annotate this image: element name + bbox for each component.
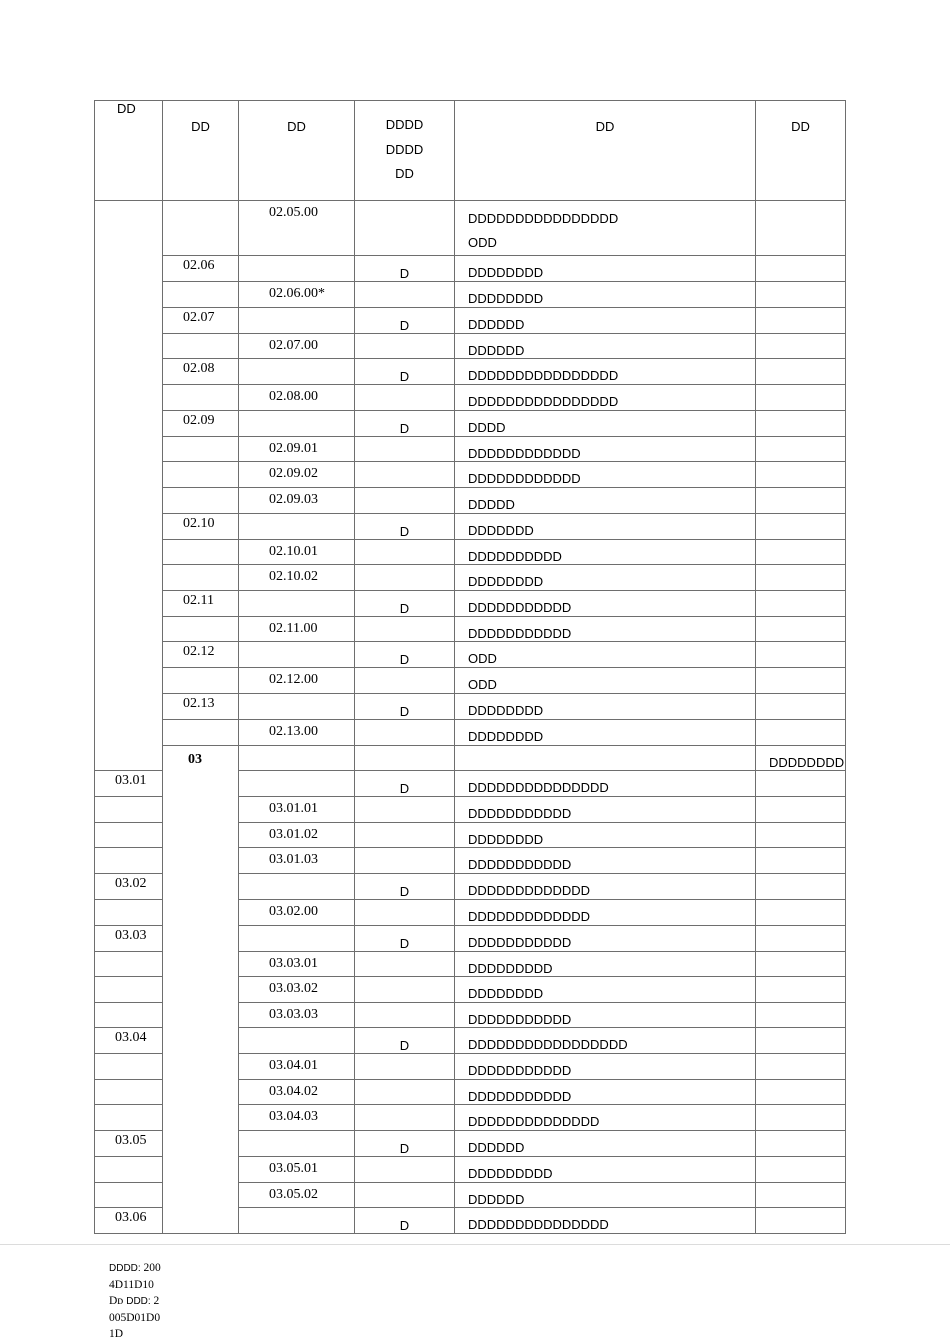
note-cell xyxy=(756,565,846,591)
category-code-cell xyxy=(95,797,163,823)
name-cell: DDDDDDDD xyxy=(455,719,756,745)
subcategory-code-cell: 03.04.01 xyxy=(239,1054,355,1080)
table-row xyxy=(95,410,846,436)
note-cell xyxy=(756,307,846,333)
name-cell: DDDDDD xyxy=(455,1131,756,1157)
table-row xyxy=(95,282,846,308)
flag-cell: D xyxy=(355,256,455,282)
subcategory-code-cell: 02.05.00 xyxy=(239,201,355,256)
category-code-cell xyxy=(95,1002,163,1028)
category-code-cell xyxy=(95,1079,163,1105)
note-cell xyxy=(756,797,846,823)
flag-cell xyxy=(355,201,455,256)
table-row xyxy=(95,590,846,616)
subcategory-code-cell: 02.12.00 xyxy=(239,668,355,694)
flag-cell xyxy=(355,848,455,874)
name-cell: DDDDDDDDDDD xyxy=(455,848,756,874)
note-cell xyxy=(756,1157,846,1183)
note-cell xyxy=(756,616,846,642)
subcategory-code-cell: 03.03.03 xyxy=(239,1002,355,1028)
subcategory-code-cell: 03.05.02 xyxy=(239,1182,355,1208)
category-code-cell: 02.11 xyxy=(163,590,239,616)
name-cell: DDDDDDDDDDD xyxy=(455,1054,756,1080)
category-code-cell xyxy=(163,668,239,694)
category-code-cell xyxy=(163,385,239,411)
category-code-cell xyxy=(163,719,239,745)
flag-cell xyxy=(355,719,455,745)
name-cell: DDDD xyxy=(455,410,756,436)
flag-cell xyxy=(355,1054,455,1080)
subcategory-code-cell xyxy=(239,359,355,385)
name-cell: DDDDD xyxy=(455,487,756,513)
name-cell: DDDDDDDDDDDDDDD xyxy=(455,1208,756,1234)
header-subcategory: DD xyxy=(239,101,355,201)
name-cell: DDDDDDDD xyxy=(455,256,756,282)
header-name: DD xyxy=(455,101,756,201)
note-cell xyxy=(756,513,846,539)
flag-cell xyxy=(355,487,455,513)
category-code-cell xyxy=(163,201,239,256)
type-cell-02 xyxy=(95,201,163,771)
subcategory-code-cell xyxy=(239,693,355,719)
name-cell: DDDDDDDDDD xyxy=(455,539,756,565)
note-cell xyxy=(756,1105,846,1131)
category-code-cell xyxy=(95,951,163,977)
note-cell xyxy=(756,590,846,616)
subcategory-code-cell xyxy=(239,256,355,282)
table-row xyxy=(95,642,846,668)
subcategory-code-cell: 02.09.02 xyxy=(239,462,355,488)
category-code-cell xyxy=(163,282,239,308)
name-cell: DDDDDDDDDDDD xyxy=(455,462,756,488)
flag-cell xyxy=(355,436,455,462)
note-cell xyxy=(756,1079,846,1105)
category-code-cell xyxy=(163,462,239,488)
name-cell xyxy=(455,201,756,256)
table-row xyxy=(95,462,846,488)
name-line-1: DDDDDDDDDDDDDDDD xyxy=(468,211,619,226)
flag-cell: D xyxy=(355,410,455,436)
subcategory-code-cell xyxy=(355,745,455,771)
table-row xyxy=(95,693,846,719)
subcategory-code-cell: 02.10.01 xyxy=(239,539,355,565)
name-cell: DDDDDDDD xyxy=(455,977,756,1003)
note-cell xyxy=(756,822,846,848)
name-cell: DDDDDDDDDDD xyxy=(455,797,756,823)
category-code-cell: 03.03 xyxy=(95,925,163,951)
subcategory-code-cell xyxy=(239,1131,355,1157)
flag-cell: D xyxy=(355,1028,455,1054)
header-type: DD xyxy=(95,101,163,201)
name-cell: DDDDDD xyxy=(455,307,756,333)
header-flag-line-1: DDDD xyxy=(385,117,424,132)
note-cell xyxy=(756,462,846,488)
subcategory-code-cell xyxy=(239,873,355,899)
category-code-cell xyxy=(95,848,163,874)
table-row xyxy=(95,385,846,411)
table-row xyxy=(95,359,846,385)
footnote xyxy=(109,1260,161,1342)
note-cell xyxy=(756,873,846,899)
note-cell xyxy=(756,1182,846,1208)
name-cell: DDDDDDDDDDDDDDDDD xyxy=(455,1028,756,1054)
name-cell: DDDDDD xyxy=(455,1182,756,1208)
note-cell xyxy=(756,899,846,925)
category-code-cell xyxy=(95,1105,163,1131)
category-code-cell xyxy=(163,539,239,565)
category-code-cell: 02.07 xyxy=(163,307,239,333)
flag-cell xyxy=(355,385,455,411)
name-cell: DDDDDDDD xyxy=(756,745,846,771)
subcategory-code-cell: 03.05.01 xyxy=(239,1157,355,1183)
name-cell: DDDDDDDD xyxy=(455,282,756,308)
name-line-2: ODD xyxy=(468,235,497,250)
subcategory-code-cell: 02.09.03 xyxy=(239,487,355,513)
note-cell xyxy=(756,668,846,694)
name-cell: DDDDDDDDD xyxy=(455,951,756,977)
name-cell: DDDDDDDD xyxy=(455,565,756,591)
flag-cell xyxy=(355,977,455,1003)
name-cell: DDDDDDDDDDDDD xyxy=(455,899,756,925)
flag-cell xyxy=(355,822,455,848)
flag-cell xyxy=(355,616,455,642)
subcategory-code-cell xyxy=(239,590,355,616)
category-code-cell xyxy=(239,745,355,771)
category-code-cell: 02.10 xyxy=(163,513,239,539)
table-row xyxy=(95,436,846,462)
note-cell xyxy=(756,487,846,513)
subcategory-code-cell xyxy=(239,771,355,797)
flag-cell: D xyxy=(355,693,455,719)
subcategory-code-cell: 02.07.00 xyxy=(239,333,355,359)
note-cell xyxy=(756,1208,846,1234)
subcategory-code-cell: 03.02.00 xyxy=(239,899,355,925)
note-cell xyxy=(756,201,846,256)
table-row xyxy=(95,616,846,642)
note-cell xyxy=(756,1054,846,1080)
subcategory-code-cell xyxy=(239,1208,355,1234)
subcategory-code-cell: 03.03.02 xyxy=(239,977,355,1003)
note-cell xyxy=(756,1131,846,1157)
name-cell: DDDDDDDDDDDD xyxy=(455,436,756,462)
note-cell xyxy=(756,693,846,719)
note-cell xyxy=(756,848,846,874)
category-code-cell: 03.04 xyxy=(95,1028,163,1054)
table-row xyxy=(95,513,846,539)
subcategory-code-cell xyxy=(239,307,355,333)
classification-table xyxy=(94,100,846,1234)
flag-cell xyxy=(355,1182,455,1208)
subcategory-code-cell: 02.06.00* xyxy=(239,282,355,308)
table-body xyxy=(95,201,846,1234)
name-cell: ODD xyxy=(455,668,756,694)
header-category: DD xyxy=(163,101,239,201)
category-code-cell: 02.09 xyxy=(163,410,239,436)
subcategory-code-cell xyxy=(239,513,355,539)
note-cell xyxy=(756,256,846,282)
subcategory-code-cell: 02.13.00 xyxy=(239,719,355,745)
name-cell: DDDDDDDD xyxy=(455,693,756,719)
note-cell xyxy=(756,436,846,462)
category-code-cell xyxy=(95,1182,163,1208)
category-code-cell: 03.02 xyxy=(95,873,163,899)
flag-cell xyxy=(355,462,455,488)
category-code-cell xyxy=(95,1157,163,1183)
name-cell: DDDDDDD xyxy=(455,513,756,539)
table-row xyxy=(95,333,846,359)
subcategory-code-cell: 03.03.01 xyxy=(239,951,355,977)
name-cell: DDDDDDDDDDD xyxy=(455,590,756,616)
table-row xyxy=(95,668,846,694)
table-row xyxy=(95,256,846,282)
flag-cell: D xyxy=(355,307,455,333)
subcategory-code-cell: 02.11.00 xyxy=(239,616,355,642)
flag-cell: D xyxy=(355,873,455,899)
flag-cell xyxy=(355,951,455,977)
name-cell: DDDDDDDDDDD xyxy=(455,1079,756,1105)
table-row xyxy=(95,201,846,256)
name-cell: DDDDDDDDDDDDDDDD xyxy=(455,385,756,411)
category-code-cell xyxy=(95,977,163,1003)
flag-cell xyxy=(355,282,455,308)
note-cell xyxy=(756,951,846,977)
flag-cell xyxy=(355,1157,455,1183)
subcategory-code-cell xyxy=(239,410,355,436)
name-cell: DDDDDDDDDDDDDDD xyxy=(455,771,756,797)
note-cell xyxy=(756,1028,846,1054)
category-code-cell xyxy=(95,1054,163,1080)
table-header-row xyxy=(95,101,846,201)
header-flag-line-2: DDDD xyxy=(385,141,424,157)
name-cell: DDDDDDDDDDDDD xyxy=(455,873,756,899)
footnote-value-1: 2004D11D10Dᴅ xyxy=(109,1262,161,1307)
category-code-cell: 02.08 xyxy=(163,359,239,385)
name-cell: DDDDDDDDDDD xyxy=(455,925,756,951)
note-cell xyxy=(756,385,846,411)
subcategory-code-cell: 02.09.01 xyxy=(239,436,355,462)
subcategory-code-cell: 03.01.03 xyxy=(239,848,355,874)
name-cell: DDDDDD xyxy=(455,333,756,359)
type-cell-03: 03 xyxy=(163,745,239,1234)
table-row xyxy=(95,487,846,513)
category-code-cell xyxy=(163,487,239,513)
table-row xyxy=(95,539,846,565)
subcategory-code-cell: 02.08.00 xyxy=(239,385,355,411)
category-code-cell xyxy=(163,333,239,359)
subcategory-code-cell: 03.04.02 xyxy=(239,1079,355,1105)
footnote-label-2: DDD: xyxy=(126,1296,151,1307)
note-cell xyxy=(756,282,846,308)
flag-cell xyxy=(355,1002,455,1028)
header-flag xyxy=(355,101,455,201)
category-code-cell xyxy=(163,565,239,591)
page-footer-divider xyxy=(0,1244,950,1245)
flag-cell: D xyxy=(355,771,455,797)
note-cell xyxy=(756,410,846,436)
note-cell xyxy=(756,925,846,951)
flag-cell: D xyxy=(355,1131,455,1157)
note-cell xyxy=(756,359,846,385)
subcategory-code-cell xyxy=(239,1028,355,1054)
footnote-label-1: DDDD: xyxy=(109,1263,141,1274)
flag-cell xyxy=(355,565,455,591)
category-code-cell: 03.06 xyxy=(95,1208,163,1234)
category-code-cell xyxy=(163,616,239,642)
category-code-cell: 03.05 xyxy=(95,1131,163,1157)
name-cell: DDDDDDDDDDD xyxy=(455,616,756,642)
flag-cell: D xyxy=(355,642,455,668)
flag-cell xyxy=(355,668,455,694)
flag-cell xyxy=(355,1105,455,1131)
category-code-cell: 02.12 xyxy=(163,642,239,668)
name-cell: DDDDDDDDDDD xyxy=(455,1002,756,1028)
note-cell xyxy=(756,771,846,797)
note-cell xyxy=(756,333,846,359)
table-row xyxy=(95,745,846,771)
flag-cell xyxy=(355,333,455,359)
note-cell xyxy=(756,642,846,668)
header-note: DD xyxy=(756,101,846,201)
name-cell: DDDDDDDDDDDDDD xyxy=(455,1105,756,1131)
header-flag-line-3: DD xyxy=(395,166,414,181)
footnote-value-2: 2005D01D01D xyxy=(109,1295,161,1340)
category-code-cell: 02.13 xyxy=(163,693,239,719)
category-code-cell xyxy=(163,436,239,462)
category-code-cell xyxy=(95,822,163,848)
category-code-cell: 02.06 xyxy=(163,256,239,282)
subcategory-code-cell xyxy=(239,642,355,668)
note-cell xyxy=(756,977,846,1003)
note-cell xyxy=(756,539,846,565)
subcategory-code-cell: 03.04.03 xyxy=(239,1105,355,1131)
note-cell xyxy=(756,1002,846,1028)
subcategory-code-cell xyxy=(239,925,355,951)
note-cell xyxy=(756,719,846,745)
table-row xyxy=(95,565,846,591)
flag-cell xyxy=(455,745,756,771)
subcategory-code-cell: 02.10.02 xyxy=(239,565,355,591)
table-row xyxy=(95,307,846,333)
name-cell: DDDDDDDDD xyxy=(455,1157,756,1183)
name-cell: DDDDDDDD xyxy=(455,822,756,848)
name-cell: ODD xyxy=(455,642,756,668)
flag-cell xyxy=(355,539,455,565)
table-row xyxy=(95,719,846,745)
flag-cell: D xyxy=(355,590,455,616)
flag-cell: D xyxy=(355,359,455,385)
category-code-cell xyxy=(95,899,163,925)
flag-cell: D xyxy=(355,513,455,539)
flag-cell: D xyxy=(355,925,455,951)
name-cell: DDDDDDDDDDDDDDDD xyxy=(455,359,756,385)
flag-cell xyxy=(355,899,455,925)
subcategory-code-cell: 03.01.01 xyxy=(239,797,355,823)
flag-cell xyxy=(355,1079,455,1105)
subcategory-code-cell: 03.01.02 xyxy=(239,822,355,848)
flag-cell xyxy=(355,797,455,823)
flag-cell: D xyxy=(355,1208,455,1234)
category-code-cell: 03.01 xyxy=(95,771,163,797)
